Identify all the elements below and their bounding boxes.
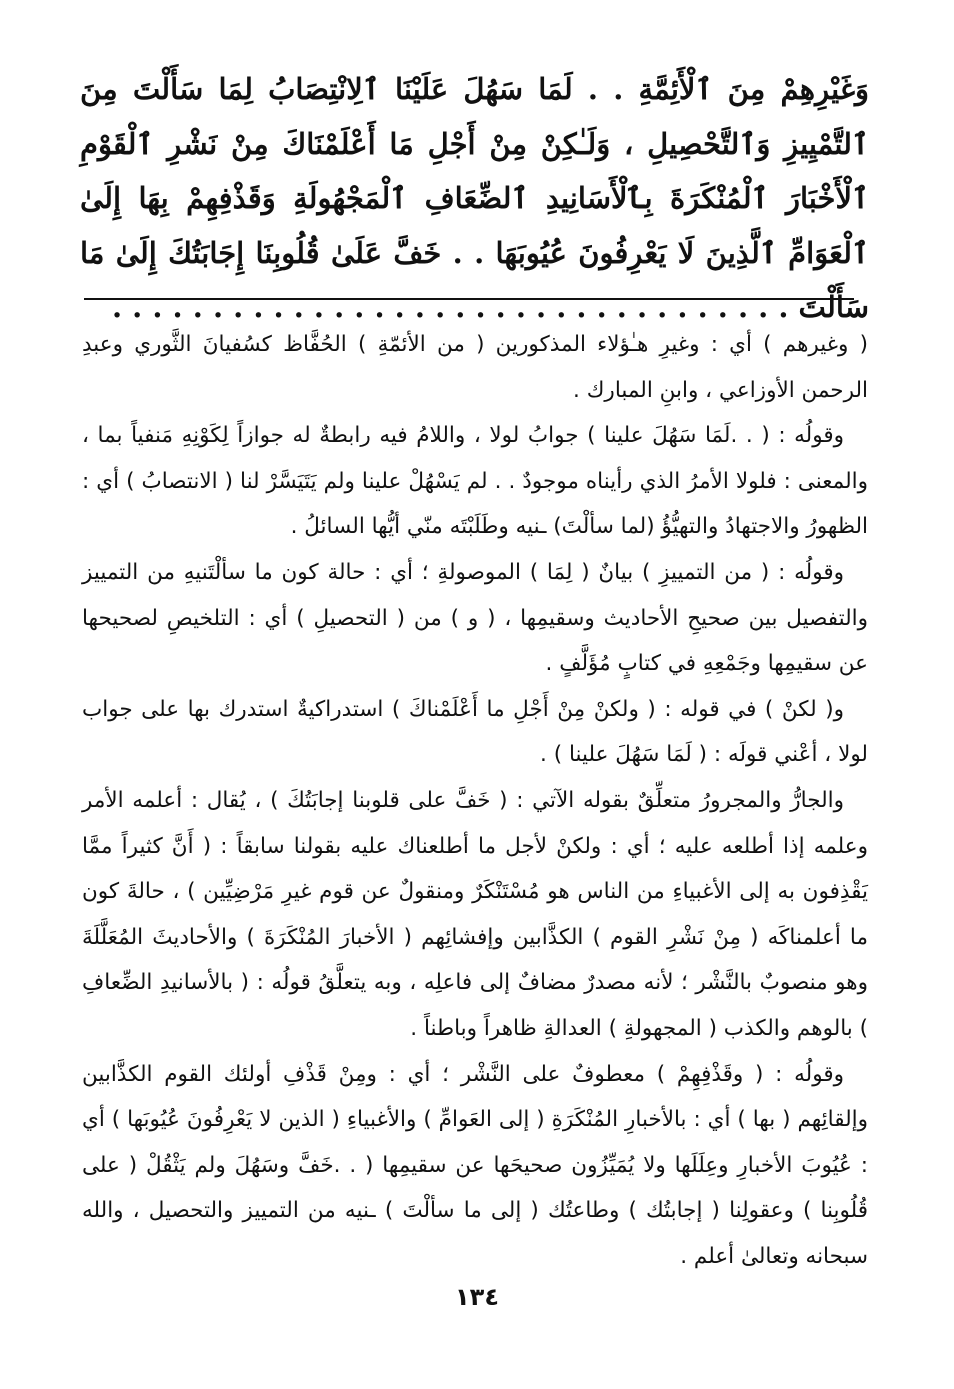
commentary-paragraph: وقولُه : ( من التمييزِ ) بيانٌ ( لِمَا ) الموصولةِ ؛ أي : حالة كون ما سألْتَنيهِ من التمييز والتفصيل بين صحيحِ الأحاديث وسقيمِها ، ( و ) من ( التحصيلِ ) أي : التلخيصِ لصحيحها عن سقيمِها وجَمْعِهِ في كتابٍ مُؤَلَّفٍ . bbox=[82, 559, 868, 677]
commentary bbox=[82, 322, 868, 1279]
commentary-paragraph: وقولُه : ( وقَذْفِهِمْ ) معطوفٌ على النَّشْر ؛ أي : ومِنْ قَذْفِ أولئك القوم الكذَّابين وإلقائِهم ( بها ) أي : بالأخبارِ المُنْكَرَةِ ( إلى العَوامِّ ) والأغبياءِ ( الذين لا يَعْرِفُونَ عُيُوبَها ) أي : عُيُوبَ الأخبارِ وعِلَلَها ولا يُمَيِّزُون صحيحَها عن سقيمِها ( . .خَفَّ وسَهُلَ ولم يَثْقُلْ ( على قُلُوبِنا ) وعقولِنا ( إجابتُك ) وطاعتُك ( إلى ما سألْتَ ) ـنيه من التمييز والتحصيل ، والله سبحانه وتعالىٰ أعلم . bbox=[82, 1061, 868, 1269]
page-number: ١٣٤ bbox=[455, 1283, 499, 1311]
main-text-continuation-dots: . . . . . . . . . . . . . . . . . . . . . . . . . . . . . . . . . bbox=[111, 290, 769, 324]
commentary-paragraph: وقولُه : ( . .لَمَا سَهُلَ علينا ) جوابُ لولا ، واللامُ فيه رابطةٌ له جوازاً لِكَوْنِهِ مَنفياً بما ، والمعنى : فلولا الأمرُ الذي رأيناه موجودٌ . . لم يَسْهُلْ علينا ولم يَتَيَسَّرْ لنا ( الانتصابُ ) أي : الظهورُ والاجتهادُ والتهيُّؤُ (لما سألْتَ) ـنيه وطَلَبْتَه منّي أيُّها السائلُ . bbox=[82, 423, 868, 540]
footnote-divider bbox=[84, 298, 854, 300]
commentary-paragraph: والجارُّ والمجرورُ متعلِّقٌ بقوله الآتي : ( خَفَّ على قلوبنا إجابَتُكَ ) ، يُقال : أعلمه الأمر وعلمه إذا أطلعه عليه ؛ أي : ولكنْ لأجل ما أطلعناك عليه بقولنا سابقاً : ( أَنَّ كثيراً ممَّا يَقْذِفون به إلى الأغبياءِ من الناس هو مُسْتَنْكَرٌ ومنقولٌ عن قوم غيرِ مَرْضِيِّين ) ، حالةَ كون ما أعلمناكَه ( مِنْ نَشْرِ القوم ) الكذَّابين وإفشائِهم ( الأخبارَ المُنْكَرَةَ ) والأحاديثَ المُعَلَّلَةَ وهو منصوبٌ بالنَّشْر ؛ لأنه مصدرٌ مضافٌ إلى فاعلِه ، وبه يتعلَّقُ قولُه : ( بالأسانيدِ الضِّعافِ ) بالوهم والكذب ( المجهولةِ ) العدالةِ ظاهراً وباطناً . bbox=[82, 787, 868, 1041]
main-text bbox=[80, 62, 869, 335]
main-text-body: وَغَيْرِهِمْ مِنَ ٱلْأَئِمَّةِ . . لَمَا سَهُلَ عَلَيْنَا ٱلِانْتِصَابُ لِمَا سَأَلْتَ مِنَ ٱلتَّمْيِيزِ وَٱلتَّحْصِيلِ ، وَلَـٰكِنْ مِنْ أَجْلِ مَا أَعْلَمْنَاكَ مِنْ نَشْرِ ٱلْقَوْمِ ٱلْأَخْبَارَ ٱلْمُنْكَرَةَ بِٱلْأَسَانِيدِ ٱلضِّعَافِ ٱلْمَجْهُولَةِ وَقَذْفِهِمْ بِهَا إِلَىٰ ٱلْعَوَامِّ ٱلَّذِينَ لَا يَعْرِفُونَ عُيُوبَهَا . . خَفَّ عَلَىٰ قُلُوبِنَا إِجَابَتُكَ إِلَىٰ مَا سَأَلْتَ . bbox=[80, 72, 869, 324]
commentary-paragraph: و( لكنْ ) في قوله : ( ولكنْ مِنْ أَجْلِ ما أَعْلَمْناكَ ) استدراكيةٌ استدرك بها على جواب لولا ، أعْني قولَه : ( لَمَا سَهُلَ علينا ) . bbox=[82, 696, 868, 768]
commentary-paragraph: ( وغيرهم ) أي : وغيرِ هـٰؤلاء المذكورين ( من الأئمّةِ ) الحُفَّاظ كسُفيانَ الثَّوري وعبدِ الرحمن الأوزاعي ، وابنِ المبارك . bbox=[82, 332, 868, 403]
